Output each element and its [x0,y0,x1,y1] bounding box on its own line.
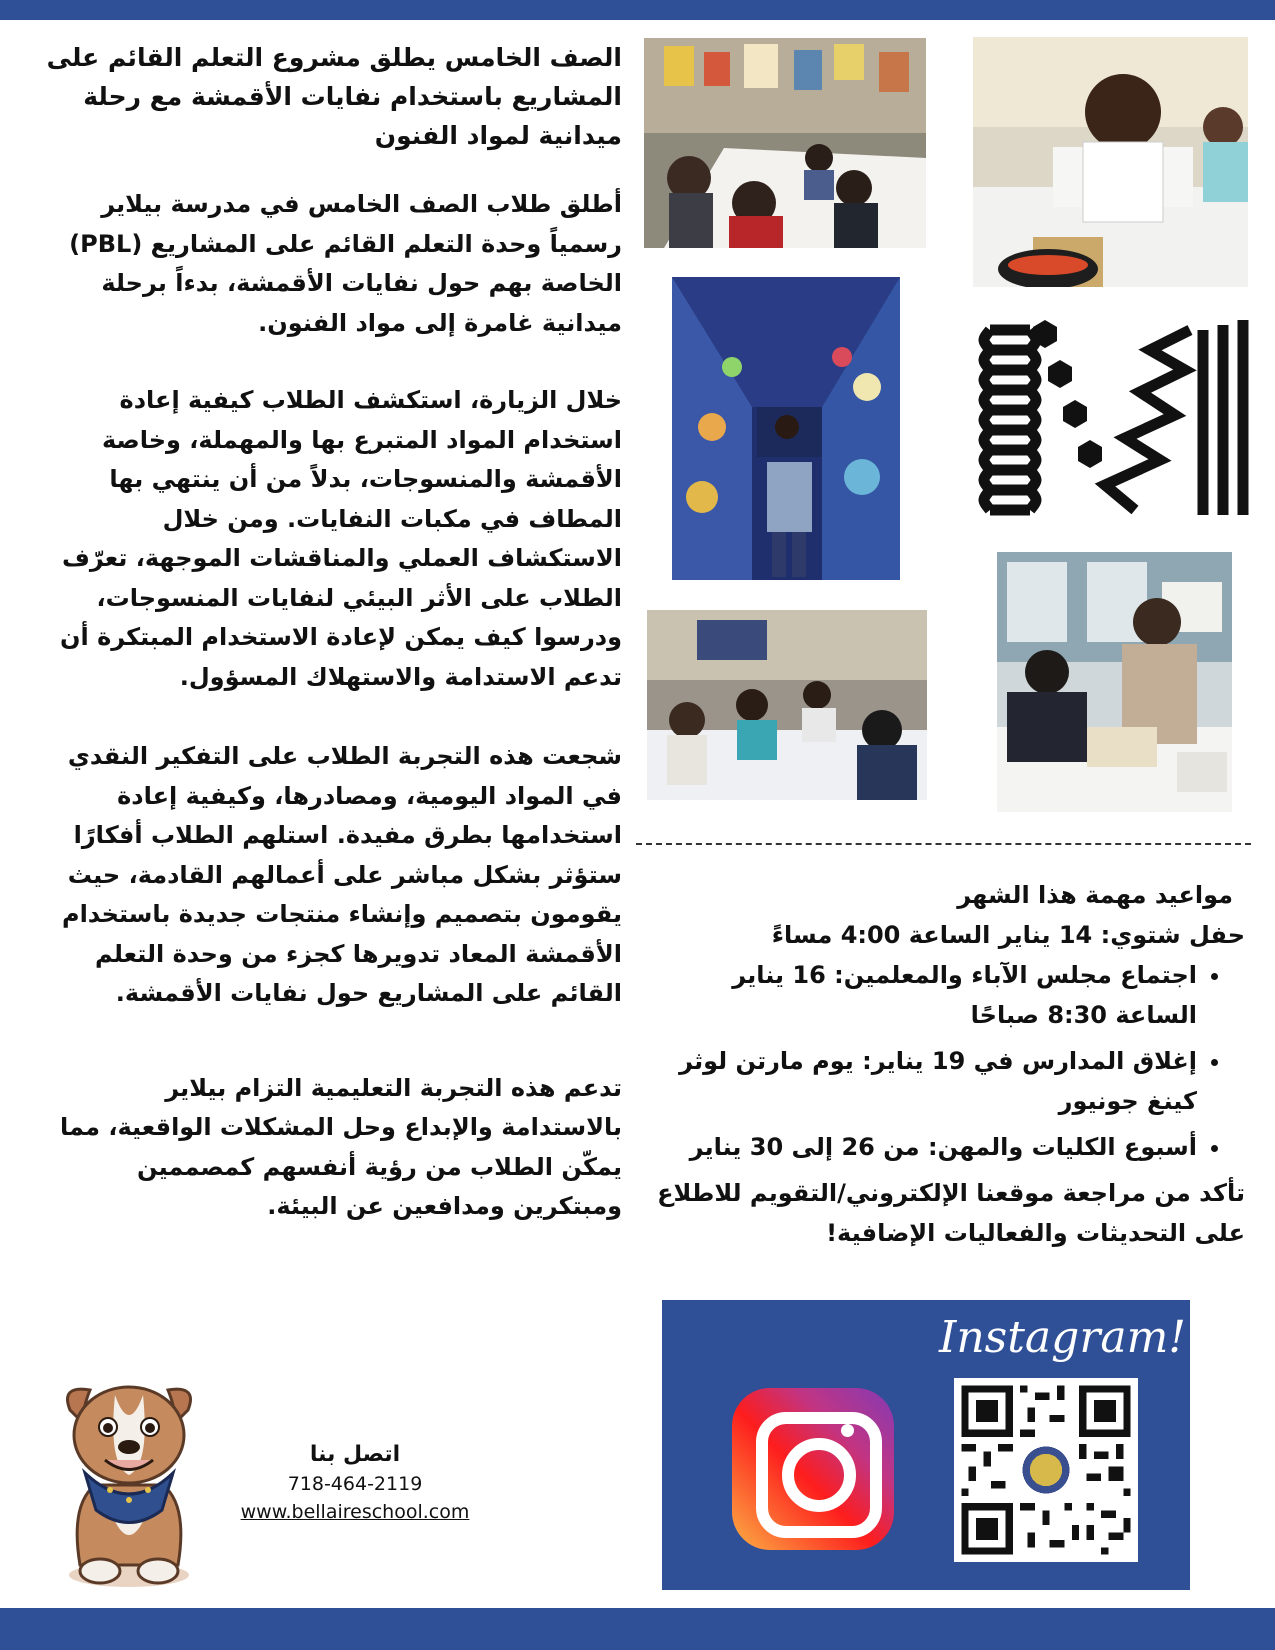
photo-students-cutting-fabric [997,552,1232,812]
photo-student-folding-paper [973,37,1248,287]
photo-immersive-tunnel [672,277,900,580]
article-headline: الصف الخامس يطلق مشروع التعلم القائم على المشاريع باستخدام نفايات الأقمشة مع رحلة ميدانية لمواد الفنون [46,43,622,150]
events-list [650,955,1245,1167]
photo-classroom-art-wall [644,38,926,248]
instagram-panel [662,1300,1190,1590]
event-item: • أسبوع الكليات والمهن: من 26 إلى 30 يناير [650,1127,1197,1167]
event-winter-concert: حفل شتوي: 14 يناير الساعة 4:00 مساءً [771,921,1245,949]
events-footer: تأكد من مراجعة موقعنا الإلكتروني/التقويم للاطلاع على التحديثات والفعاليات الإضافية! [657,1179,1245,1247]
photo-students-crafting-table [647,610,927,800]
article-paragraph-1: أطلق طلاب الصف الخامس في مدرسة بيلاير رسمياً وحدة التعلم القائم على المشاريع (PBL) الخاصة بهم حول نفايات الأقمشة، بدءاً برحلة ميدانية غامرة إلى مواد الفنون. [69,190,622,337]
instagram-heading: Instagram! [938,1312,1186,1363]
contact-block [230,1440,480,1526]
top-band [0,0,1275,20]
contact-phone[interactable]: 718-464-2119 [287,1473,423,1495]
article-paragraph-2: خلال الزيارة، استكشف الطلاب كيفية إعادة استخدام المواد المتبرع بها والمهملة، وخاصة الأقمشة والمنسوجات، بدلاً من أن ينتهي بها المطاف في مكبات النفايات. ومن خلال الاستكشاف العملي والمناقشات الموجهة، تعرّف الطلاب على الأثر البيئي لنفايات المنسوجات، ودرسوا كيف يمكن لإعادة الاستخدام المبتكرة أن تدعم الاستدامة والاستهلاك المسؤول. [60,386,622,691]
article-paragraph-4: تدعم هذه التجربة التعليمية التزام بيلاير بالاستدامة والإبداع وحل المشكلات الواقعية، مما يمكّن الطلاب من رؤية أنفسهم كمصممين ومبتكرين ومدافعين عن البيئة. [60,1073,622,1220]
bulldog-mascot-image [50,1375,208,1590]
qr-code-icon[interactable] [954,1378,1138,1562]
bottom-band [0,1608,1275,1650]
article [40,38,622,1265]
event-item: • اجتماع مجلس الآباء والمعلمين: 16 يناير الساعة 8:30 صباحًا [650,955,1197,1035]
contact-website-link[interactable]: www.bellaireschool.com [240,1501,470,1523]
article-paragraph-3: شجعت هذه التجربة الطلاب على التفكير النقدي في المواد اليومية، ومصادرها، وكيفية إعادة استخدامها بطرق مفيدة. استلهم الطلاب أفكارًا ستؤثر بشكل مباشر على أعمالهم القادمة، حيث يقومون بتصميم وإنشاء منتجات جديدة باستخدام الأقمشة المعاد تدويرها كجزء من وحدة التعلم القائم على المشاريع حول نفايات الأقمشة. [61,742,622,1007]
contact-title: اتصل بنا [309,1442,401,1467]
decorative-symbol [975,320,1250,520]
events-title: مواعيد مهمة هذا الشهر [957,881,1233,909]
important-dates [650,875,1245,1253]
section-divider [636,843,1251,845]
instagram-icon[interactable] [732,1388,894,1550]
event-item: • إغلاق المدارس في 19 يناير: يوم مارتن لوثر كينغ جونيور [650,1041,1197,1121]
